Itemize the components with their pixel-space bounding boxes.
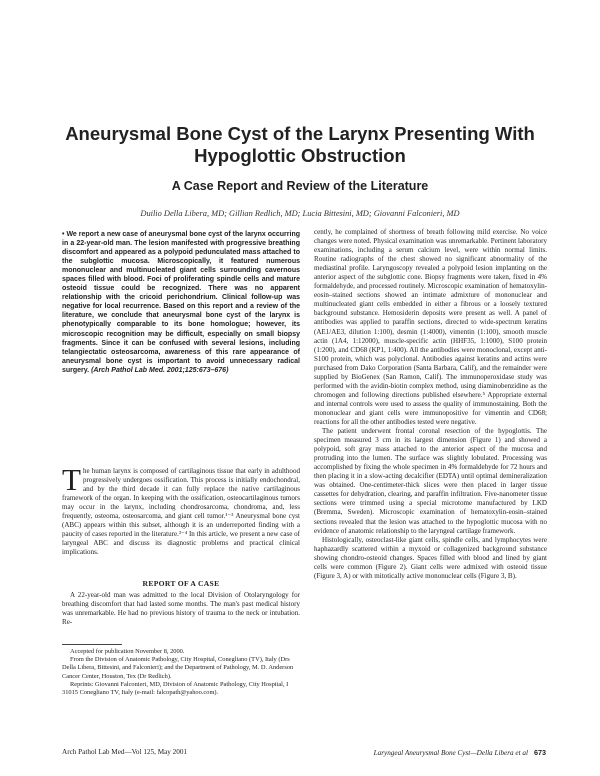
drop-cap: T [62, 462, 81, 497]
article-title: Aneurysmal Bone Cyst of the Larynx Presenting With Hypoglottic Obstruction [65, 123, 535, 166]
case-report-text [62, 591, 300, 627]
abstract-citation: (Arch Pathol Lab Med. 2001;125:673–676) [91, 366, 229, 374]
author-list: Duilio Della Libera, MD; Gillian Redlich, MD; Lucia Bittesini, MD; Giovanni Falconieri, MD [140, 209, 460, 218]
article-subtitle: A Case Report and Review of the Literature [171, 179, 429, 193]
section-heading: REPORT OF A CASE [142, 579, 220, 588]
abstract [62, 230, 300, 375]
footnotes [62, 648, 300, 697]
body-paragraph: The patient underwent frontal coronal resection of the hypoglottis. The specimen measured 3 cm in its largest dimension (Figure 1) and showed a polypoid, soft gray mass attached to the anterior aspect of the mucosa and protruding into the lumen. The surface was slightly lobulated. Processing was accomplished by fixing the whole specimen in 4% formaldehyde for 72 hours and then placing it in a slow-acting decalcifier (EDTA) until optimal demineralization was obtained. One-centimeter-thick slices were then placed in larger tissue cassettes for dehydration, clearing, and paraffin infiltration. Five-nanometer tissue sections were trimmed using a special microtome manufactured by LKD (Bremma, Sweden). Microscopic examination of hematoxylin-eosin–stained sections revealed that the lesion was attached to the hypoglottic mucosa with no evidence of anatomic relationship to the laryngeal cartilage framework. [314, 427, 547, 535]
running-footer [374, 748, 546, 757]
introduction [62, 462, 300, 557]
page-number: 673 [534, 748, 546, 757]
footnote-accepted: Accepted for publication November 8, 2000. [70, 648, 185, 655]
footnote-divider [62, 644, 122, 645]
running-title: Laryngeal Aneurysmal Bone Cyst—Della Libera et al [373, 749, 528, 757]
footnote-reprints: Reprints: Giovanni Falconieri, MD, Division of Anatomic Pathology, City Hospital, I 31015 Conegliano TV, Italy (e-mail: falcopath@yahoo.com). [62, 680, 289, 697]
body-paragraph: cently, he complained of shortness of breath following mild exercise. No voice changes were noted. Physical examination was unremarkable. Pertinent laboratory examinations, including a serum calcium level, were within normal limits. Routine radiographs of the chest showed no significant abnormality of the mediastinal profile. Laryngoscopy revealed a polypoid lesion implanting on the anterior aspect of the subglottic cone. Biopsy fragments were taken, fixed in 4% formaldehyde, and processed routinely. Microscopic examination of hematoxylin-eosin–stained sections showed an intimate admixture of mononuclear and multinucleated giant cells embedded in either a fibrous or a loosely textured background substance. Hemosiderin deposits were present as well. A panel of antibodies was applied to paraffin sections, directed to wide-spectrum keratins (AE1/AE3, dilution 1:100), desmin (1:4000), vimentin (1:100), smooth muscle actin (1A4, 1:12000), muscle-specific actin (HHF35, 1:1000), S100 protein (1:200), and CD68 (KP1, 1:400). All the antibodies were monoclonal, except anti-S100 protein, which was polyclonal. Antibodies against keratins and actins were purchased from Dako Corporation (Santa Barbara, Calif), and the remainder were supplied by BioGenex (San Ramon, Calif). The immunoperoxidase study was performed with the avidin-biotin complex method, using diaminobenzidine as the chromogen and following directions published elsewhere.⁵ Appropriate external and internal controls were used to assess the quality of immunostaining. Both the mononuclear and giant cells were immunopositive for vimentin and CD68; reactions for all the other antibodies tested were negative. [314, 228, 547, 426]
bullet-icon: • [62, 231, 65, 238]
footnote-affiliation: From the Division of Anatomic Pathology, City Hospital, Conegliano (TV), Italy (Drs Della Libera, Bittesini, and Falconieri); and the Department of Pathology, M. D. Anderson Cancer Center, Houston, Tex (Dr Redlich). [62, 656, 294, 680]
case-paragraph: A 22-year-old man was admitted to the local Division of Otolaryngology for breathing discomfort that had lasted some months. The man's past medical history was unremarkable. He had no previous history of trauma to the neck or intubation. Re- [62, 591, 300, 627]
intro-text: he human larynx is composed of cartilaginous tissue that early in adulthood progressively undergoes ossification. This process is initially endochondral, and by the third decade it can fully replace the native cartilaginous framework of the organ. In keeping with the ossification, osteocartilaginous tumors may occur in the larynx, including chondrosarcoma, chondroma, and, less frequently, osteoma, osteosarcoma, and giant cell tumor.¹⁻³ Aneurysmal bone cyst (ABC) appears within this subset, although it is an underreported finding with a paucity of cases reported in the literature.³⁻⁴ In this article, we present a new case of laryngeal ABC and discuss its diagnostic problems and practical clinical implications. [62, 467, 300, 557]
right-column [314, 228, 547, 581]
journal-footer: Arch Pathol Lab Med—Vol 125, May 2001 [62, 748, 188, 756]
body-paragraph: Histologically, osteoclast-like giant cells, spindle cells, and lymphocytes were haphazardly scattered within a myxoid or collagenized background substance showing chondro-osteoid changes. Spaces filled with blood and lined by giant cells were common (Figure 2). Giant cells were admixed with osteoid tissue (Figure 3, A) or with mitotically active mononuclear cells (Figure 3, B). [314, 535, 547, 580]
abstract-text: We report a new case of aneurysmal bone cyst of the larynx occurring in a 22-year-old man. The lesion manifested with progressive breathing discomfort and appeared as a polypoid pedunculated mass attached to the subglottic mucosa. Microscopically, it featured numerous mononuclear and multinucleated giant cells surrounding cavernous spaces filled with blood. Foci of proliferating spindle cells and mature osteoid tissue could be recognized. There was no apparent relationship with the cricoid perichondrium. Clinical follow-up was negative for local recurrence. Based on this report and a review of the literature, we conclude that aneurysmal bone cyst of the larynx is phenotypically comparable to its bone homologue; however, its microscopic recognition may be difficult, especially on small biopsy fragments. Since it can be confused with several lesions, including telangiectatic osteosarcoma, awareness of this rare appearance of aneurysmal bone cyst is important to avoid unnecessary radical surgery. [62, 231, 301, 374]
